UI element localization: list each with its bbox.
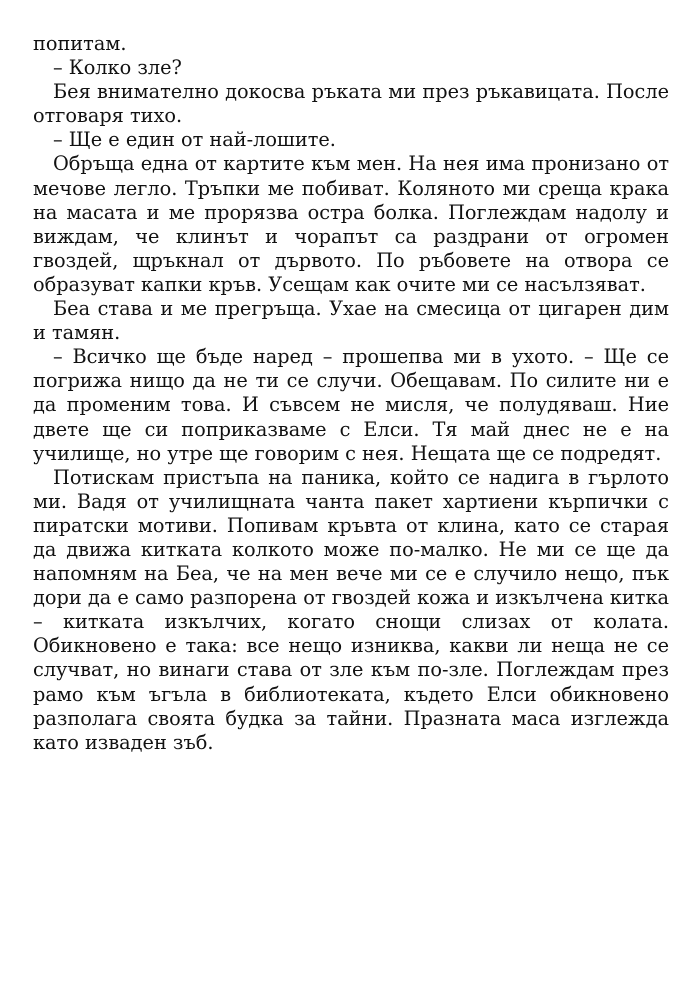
- book-page: [33, 32, 669, 755]
- paragraph-dialogue-how-bad: – Колко зле?: [53, 56, 182, 80]
- paragraph-card-and-nail: Обръща една от картите към мен. На нея има пронизано от мечове легло. Тръпки ме побиват. Коляното ми среща крака на масата и ме прорязва остра болка. Поглеждам надолу и виждам, че клинът и чорапът са раздрани от огромен гвоздей, щръкнал от дървото. По ръбовете на отвора се образуват капки кръв. Усещам как очите ми се насълзяват.: [33, 152, 669, 296]
- paragraph-panic-and-tissues: Потискам пристъпа на паника, който се надига в гърлото ми. Вадя от училищната чанта пакет хартиени кърпички с пиратски мотиви. Попивам кръвта от клина, като се старая да движа китката колкото може по-малко. Не ми се ще да напомням на Беа, че на мен вече ми се е случило нещо, пък дори да е само разпорена от гвоздей кожа и изкълчена китка – китката изкълчих, когато снощи слизах от колата. Обикновено е така: все нещо изниква, какви ли неща не се случват, но винаги става от зле към по-зле. Поглеждам през рамо към ъгъла в библиотеката, където Елси обикновено разполага своята будка за тайни. Празната маса изглежда като изваден зъб.: [33, 465, 669, 754]
- paragraph-bea-promise: – Всичко ще бъде наред – прошепва ми в ухото. – Ще се погрижа нищо да не ти се случи. Обещавам. По силите ни е да променим това. И съвсем не мисля, че полудяваш. Ние двете ще си поприказваме с Елси. Тя май днес не е на училище, но утре ще говорим с нея. Нещата ще се подредят.: [33, 345, 669, 465]
- paragraph-continuation: попитам.: [33, 32, 127, 55]
- paragraph-dialogue-worst: – Ще е един от най-лошите.: [53, 128, 336, 152]
- paragraph-bea-touches-hand: Бея внимателно докосва ръката ми през ръкавицата. После отговаря тихо.: [33, 80, 669, 128]
- paragraph-bea-hugs: Беа става и ме прегръща. Ухае на смесица от цигарен дим и тамян.: [33, 297, 669, 345]
